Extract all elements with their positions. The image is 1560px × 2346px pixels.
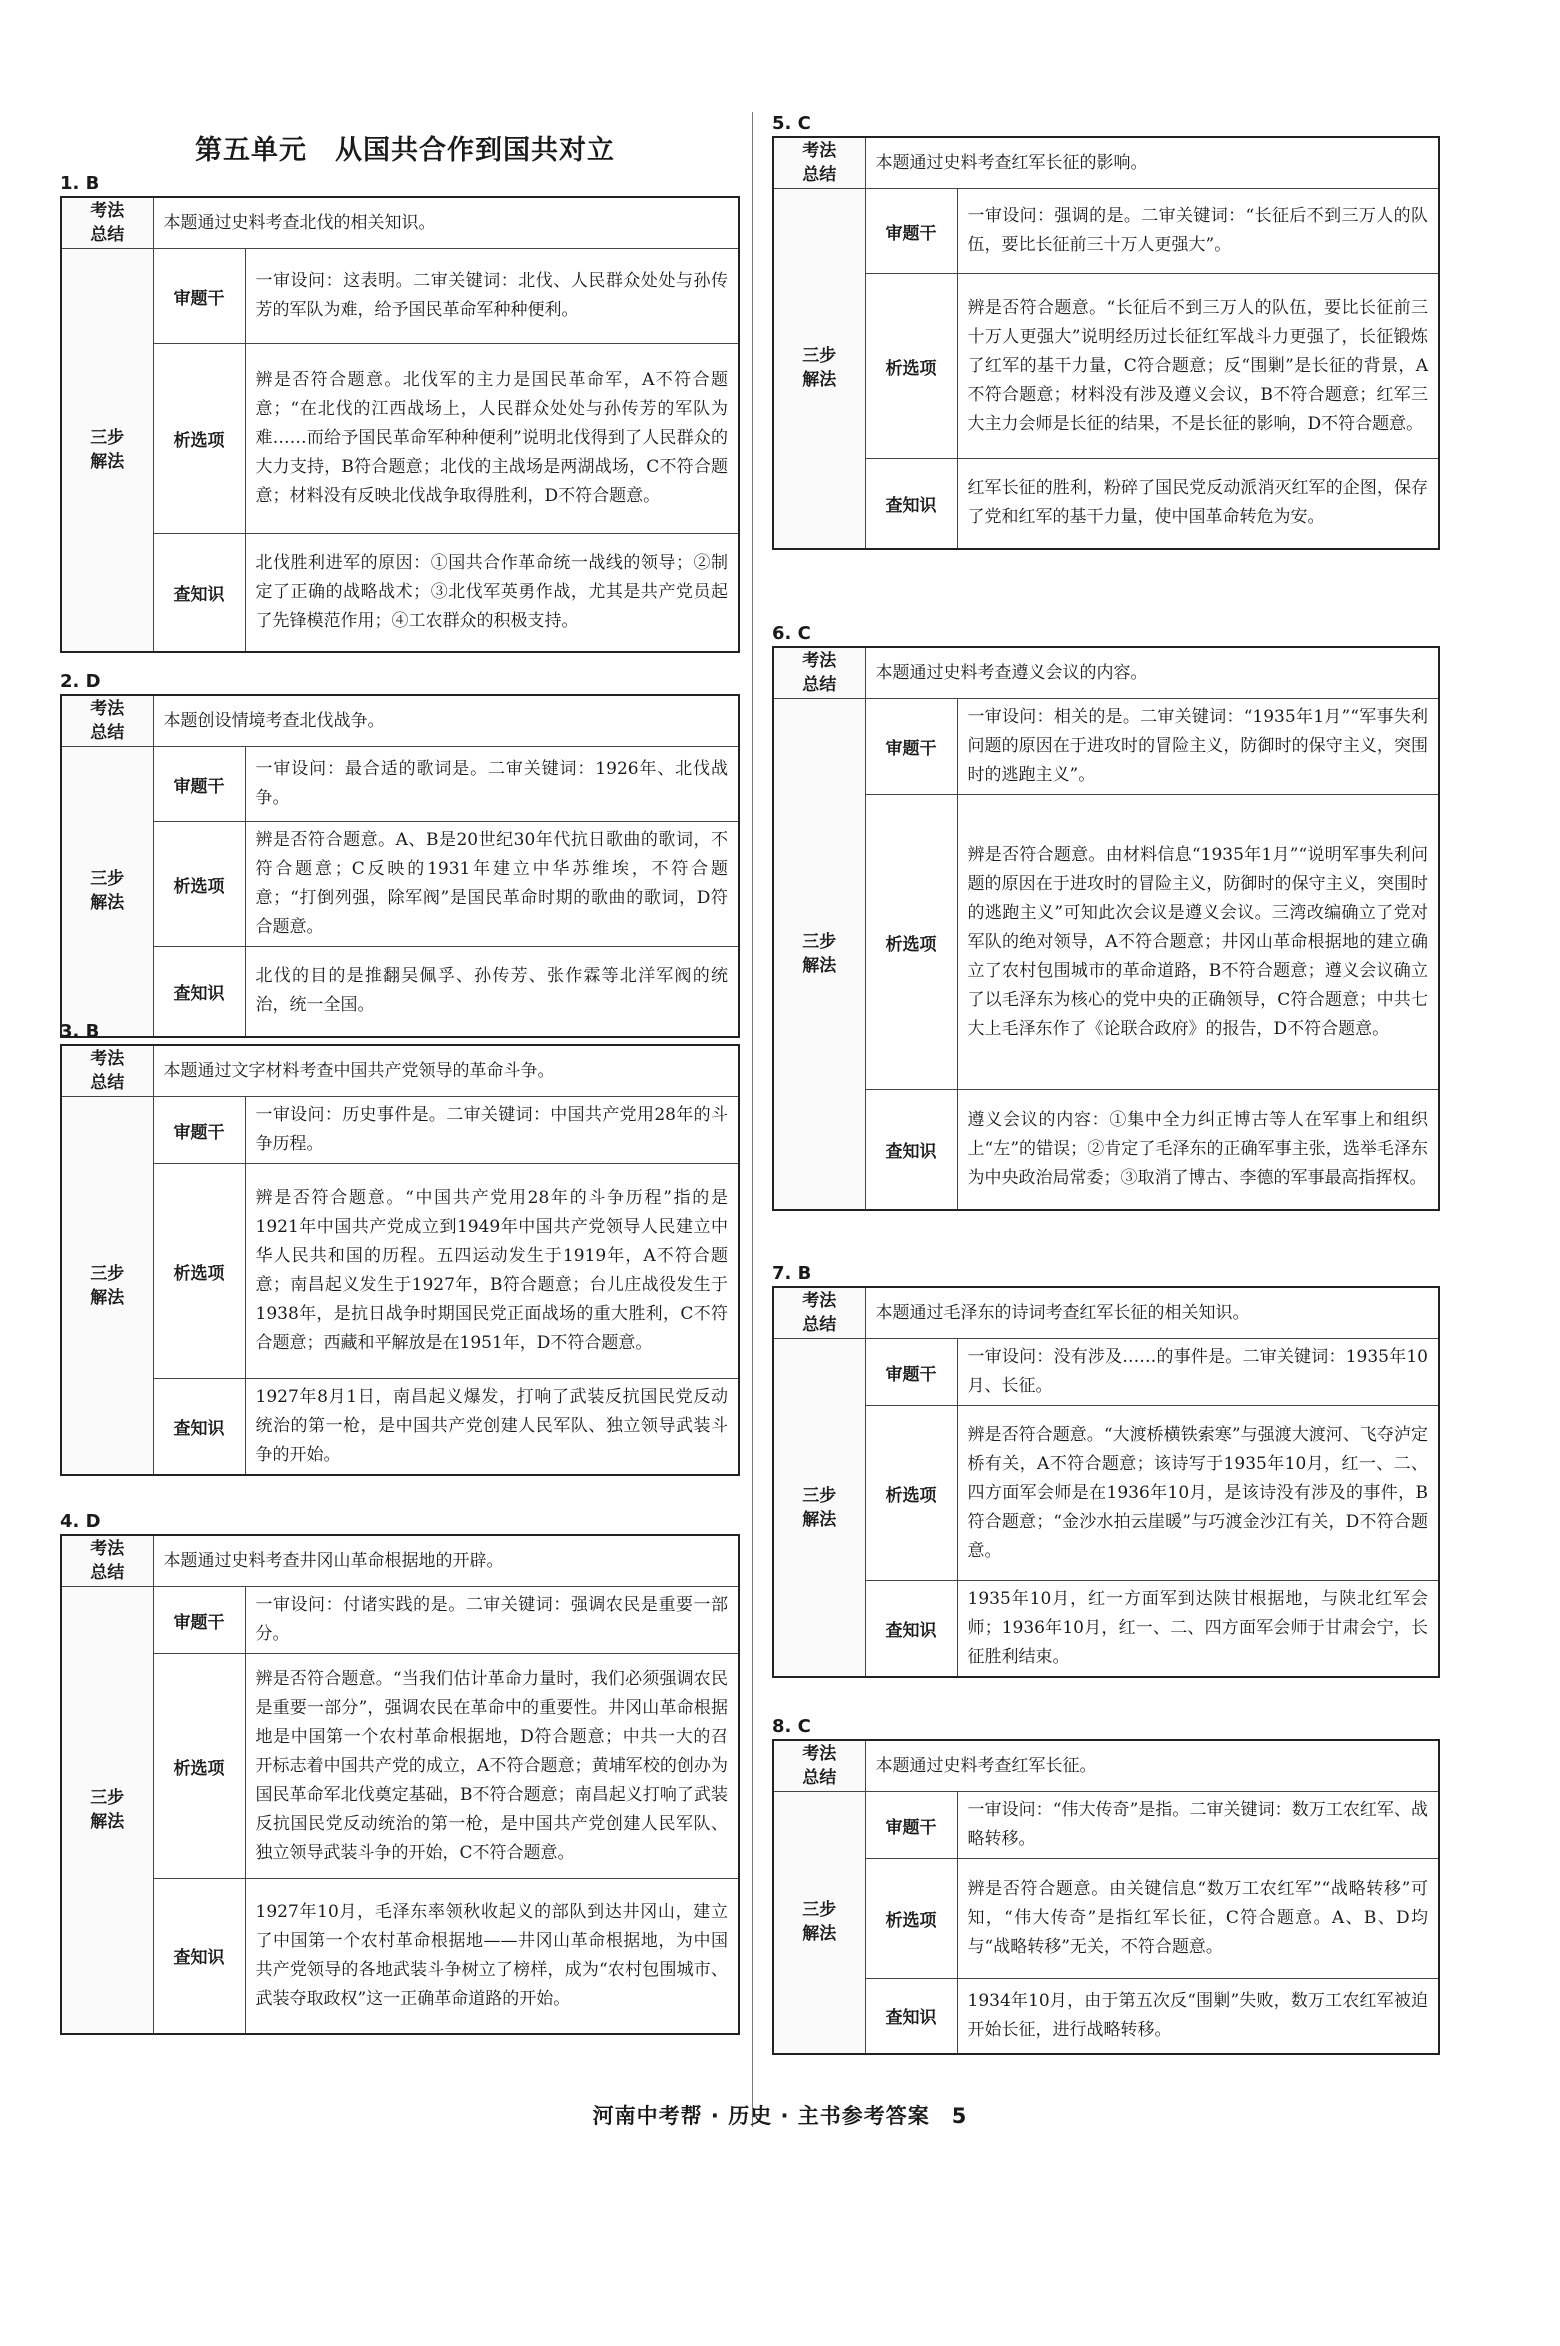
step2-label: 析选项 xyxy=(865,274,957,459)
summary-label xyxy=(61,197,153,249)
question-block xyxy=(772,622,1440,1211)
summary-row xyxy=(773,1740,1439,1792)
question-answer: 4. D xyxy=(60,1511,101,1532)
step1-text: 一审设问：最合适的歌词是。二审关键词：1926年、北伐战争。 xyxy=(245,747,739,822)
label-line: 解法 xyxy=(802,370,837,391)
step2-label: 析选项 xyxy=(865,1859,957,1979)
label-line: 总结 xyxy=(802,675,837,695)
label-line: 三步 xyxy=(802,931,837,952)
summary-row xyxy=(773,647,1439,699)
label-line: 三步 xyxy=(802,346,837,367)
label-line: 总结 xyxy=(90,1563,125,1583)
step3-text: 1927年8月1日，南昌起义爆发，打响了武装反抗国民党反动统治的第一枪，是中国共产党创建人民军队、独立领导武装斗争的开始。 xyxy=(245,1379,739,1476)
label-line: 解法 xyxy=(90,893,125,914)
label-line: 解法 xyxy=(802,955,837,976)
label-line: 解法 xyxy=(802,1924,837,1945)
step2-label: 析选项 xyxy=(865,1406,957,1581)
question-answer: 8. C xyxy=(772,1716,811,1737)
label-line: 解法 xyxy=(802,1509,837,1530)
question-answer: 5. C xyxy=(772,113,811,134)
page-footer: 河南中考帮 · 历史 · 主书参考答案 5 xyxy=(592,2104,968,2128)
column-divider xyxy=(752,112,753,2127)
label-line: 考法 xyxy=(90,699,125,719)
answer-table xyxy=(772,1739,1440,2055)
method-row-step1 xyxy=(61,1097,739,1164)
label-line: 考法 xyxy=(90,201,125,221)
method-label xyxy=(61,1587,153,2034)
step3-label: 查知识 xyxy=(865,1090,957,1210)
method-row-step3 xyxy=(773,1979,1439,2054)
method-row-step2 xyxy=(773,1406,1439,1581)
summary-text: 本题通过毛泽东的诗词考查红军长征的相关知识。 xyxy=(865,1287,1439,1339)
summary-label xyxy=(773,647,865,699)
question-block xyxy=(772,1262,1440,1678)
step2-label: 析选项 xyxy=(153,1164,245,1379)
step2-text: 辨是否符合题意。“大渡桥横铁索寒”与强渡大渡河、飞夺泸定桥有关，A不符合题意；该诗写于1935年10月，红一、二、四方面军会师是在1936年10月，是该诗没有涉及的事件，B符合题意；“金沙水拍云崖暖”与巧渡金沙江有关，D不符合题意。 xyxy=(957,1406,1439,1581)
method-row-step2 xyxy=(61,344,739,534)
label-line: 总结 xyxy=(90,225,125,245)
label-line: 总结 xyxy=(802,165,837,185)
label-line: 总结 xyxy=(90,723,125,743)
method-row-step2 xyxy=(773,1859,1439,1979)
step2-text: 辨是否符合题意。“中国共产党用28年的斗争历程”指的是1921年中国共产党成立到1949年中国共产党领导人民建立中华人民共和国的历程。五四运动发生于1919年，A不符合题意；南昌起义发生于1927年，B符合题意；台儿庄战役发生于1938年，是抗日战争时期国民党正面战场的重大胜利，C不符合题意；西藏和平解放是在1951年，D不符合题意。 xyxy=(245,1164,739,1379)
summary-text: 本题通过史料考查遵义会议的内容。 xyxy=(865,647,1439,699)
summary-row xyxy=(61,197,739,249)
method-label xyxy=(773,699,865,1210)
step2-text: 辨是否符合题意。“长征后不到三万人的队伍，要比长征前三十万人更强大”说明经历过长征红军战斗力更强了，长征锻炼了红军的基干力量，C符合题意；反“围剿”是长征的背景，A不符合题意；材料没有涉及遵义会议，B不符合题意；红军三大主力会师是长征的结果，不是长征的影响，D不符合题意。 xyxy=(957,274,1439,459)
method-row-step2 xyxy=(61,1654,739,1879)
summary-text: 本题通过史料考查红军长征的影响。 xyxy=(865,137,1439,189)
method-row-step2 xyxy=(773,274,1439,459)
method-row-step3 xyxy=(773,1581,1439,1678)
label-line: 考法 xyxy=(90,1049,125,1069)
summary-row xyxy=(773,1287,1439,1339)
step1-label: 审题干 xyxy=(865,1792,957,1859)
step3-label: 查知识 xyxy=(153,1379,245,1476)
method-row-step2 xyxy=(61,822,739,947)
question-block xyxy=(772,1715,1440,2055)
method-label xyxy=(61,1097,153,1476)
answer-table xyxy=(772,646,1440,1211)
step3-label: 查知识 xyxy=(153,947,245,1037)
question-answer: 3. B xyxy=(60,1021,100,1042)
label-line: 三步 xyxy=(802,1485,837,1506)
answer-table xyxy=(60,694,740,1038)
method-label xyxy=(61,249,153,652)
summary-label xyxy=(61,1045,153,1097)
step3-text: 北伐的目的是推翻吴佩孚、孙传芳、张作霖等北洋军阀的统治，统一全国。 xyxy=(245,947,739,1037)
label-line: 解法 xyxy=(90,1811,125,1832)
step1-text: 一审设问：“伟大传奇”是指。二审关键词：数万工农红军、战略转移。 xyxy=(957,1792,1439,1859)
summary-text: 本题创设情境考查北伐战争。 xyxy=(153,695,739,747)
method-row-step1 xyxy=(773,699,1439,795)
step2-text: 辨是否符合题意。由关键信息“数万工农红军”“战略转移”可知，“伟大传奇”是指红军长征，C符合题意。A、B、D均与“战略转移”无关，不符合题意。 xyxy=(957,1859,1439,1979)
method-row-step3 xyxy=(773,1090,1439,1210)
method-label xyxy=(773,1792,865,2054)
step1-text: 一审设问：强调的是。二审关键词：“长征后不到三万人的队伍，要比长征前三十万人更强大”。 xyxy=(957,189,1439,274)
step3-label: 查知识 xyxy=(865,459,957,549)
summary-text: 本题通过文字材料考查中国共产党领导的革命斗争。 xyxy=(153,1045,739,1097)
step2-text: 辨是否符合题意。北伐军的主力是国民革命军，A不符合题意；“在北伐的江西战场上，人民群众处处与孙传芳的军队为难……而给予国民革命军种种便利”说明北伐得到了人民群众的大力支持，B符合题意；北伐的主战场是两湖战场，C不符合题意；材料没有反映北伐战争取得胜利，D不符合题意。 xyxy=(245,344,739,534)
step3-label: 查知识 xyxy=(153,1879,245,2034)
method-row-step1 xyxy=(773,1792,1439,1859)
method-label xyxy=(61,747,153,1037)
label-line: 三步 xyxy=(90,1263,125,1284)
label-line: 考法 xyxy=(802,1744,837,1764)
method-row-step1 xyxy=(773,1339,1439,1406)
step1-label: 审题干 xyxy=(153,1097,245,1164)
summary-text: 本题通过史料考查井冈山革命根据地的开辟。 xyxy=(153,1535,739,1587)
step3-label: 查知识 xyxy=(153,534,245,652)
label-line: 考法 xyxy=(802,651,837,671)
summary-row xyxy=(61,1045,739,1097)
step1-label: 审题干 xyxy=(865,1339,957,1406)
answer-table xyxy=(772,136,1440,550)
question-block xyxy=(60,1510,740,2035)
question-answer: 7. B xyxy=(772,1263,812,1284)
question-answer: 1. B xyxy=(60,173,100,194)
label-line: 考法 xyxy=(802,141,837,161)
method-row-step2 xyxy=(61,1164,739,1379)
step3-text: 1934年10月，由于第五次反“围剿”失败，数万工农红军被迫开始长征，进行战略转移。 xyxy=(957,1979,1439,2054)
label-line: 三步 xyxy=(90,1787,125,1808)
method-row-step1 xyxy=(61,747,739,822)
label-line: 考法 xyxy=(90,1539,125,1559)
summary-text: 本题通过史料考查北伐的相关知识。 xyxy=(153,197,739,249)
label-line: 考法 xyxy=(802,1291,837,1311)
question-answer: 6. C xyxy=(772,623,811,644)
method-row-step2 xyxy=(773,795,1439,1090)
answer-table xyxy=(60,1534,740,2035)
method-row-step1 xyxy=(773,189,1439,274)
step1-label: 审题干 xyxy=(153,1587,245,1654)
label-line: 解法 xyxy=(90,451,125,472)
step3-label: 查知识 xyxy=(865,1581,957,1678)
label-line: 解法 xyxy=(90,1287,125,1308)
step1-text: 一审设问：付诸实践的是。二审关键词：强调农民是重要一部分。 xyxy=(245,1587,739,1654)
question-block xyxy=(772,112,1440,550)
summary-row xyxy=(61,1535,739,1587)
step1-label: 审题干 xyxy=(865,189,957,274)
question-block xyxy=(60,172,740,653)
summary-label xyxy=(773,1740,865,1792)
summary-row xyxy=(773,137,1439,189)
step2-text: 辨是否符合题意。A、B是20世纪30年代抗日歌曲的歌词，不符合题意；C反映的1931年建立中华苏维埃，不符合题意；“打倒列强，除军阀”是国民革命时期的歌曲的歌词，D符合题意。 xyxy=(245,822,739,947)
step1-label: 审题干 xyxy=(865,699,957,795)
step1-label: 审题干 xyxy=(153,747,245,822)
step1-text: 一审设问：没有涉及……的事件是。二审关键词：1935年10月、长征。 xyxy=(957,1339,1439,1406)
step2-label: 析选项 xyxy=(153,1654,245,1879)
summary-label xyxy=(61,1535,153,1587)
answer-table xyxy=(60,196,740,653)
method-label xyxy=(773,1339,865,1678)
step3-text: 北伐胜利进军的原因：①国共合作革命统一战线的领导；②制定了正确的战略战术；③北伐军英勇作战，尤其是共产党员起了先锋模范作用；④工农群众的积极支持。 xyxy=(245,534,739,652)
step2-text: 辨是否符合题意。“当我们估计革命力量时，我们必须强调农民是重要一部分”，强调农民在革命中的重要性。井冈山革命根据地是中国第一个农村革命根据地，D符合题意；中共一大的召开标志着中国共产党的成立，A不符合题意；黄埔军校的创办为国民革命军北伐奠定基础，B不符合题意；南昌起义打响了武装反抗国民党反动统治的第一枪，是中国共产党创建人民军队、独立领导武装斗争的开始，C不符合题意。 xyxy=(245,1654,739,1879)
method-row-step3 xyxy=(773,459,1439,549)
unit-title: 第五单元 从国共合作到国共对立 xyxy=(195,135,615,166)
step3-label: 查知识 xyxy=(865,1979,957,2054)
step3-text: 红军长征的胜利，粉碎了国民党反动派消灭红军的企图，保存了党和红军的基干力量，使中国革命转危为安。 xyxy=(957,459,1439,549)
step3-text: 1927年10月，毛泽东率领秋收起义的部队到达井冈山，建立了中国第一个农村革命根据地——井冈山革命根据地，为中国共产党领导的各地武装斗争树立了榜样，成为“农村包围城市、武装夺取政权”这一正确革命道路的开始。 xyxy=(245,1879,739,2034)
summary-text: 本题通过史料考查红军长征。 xyxy=(865,1740,1439,1792)
method-row-step1 xyxy=(61,249,739,344)
answer-table xyxy=(60,1044,740,1476)
step1-text: 一审设问：历史事件是。二审关键词：中国共产党用28年的斗争历程。 xyxy=(245,1097,739,1164)
label-line: 三步 xyxy=(802,1900,837,1921)
label-line: 三步 xyxy=(90,869,125,890)
method-row-step3 xyxy=(61,534,739,652)
step3-text: 遵义会议的内容：①集中全力纠正博古等人在军事上和组织上“左”的错误；②肯定了毛泽东的正确军事主张，选举毛泽东为中央政治局常委；③取消了博古、李德的军事最高指挥权。 xyxy=(957,1090,1439,1210)
step2-label: 析选项 xyxy=(153,822,245,947)
answer-table xyxy=(772,1286,1440,1678)
question-block xyxy=(60,1020,740,1476)
step2-text: 辨是否符合题意。由材料信息“1935年1月”“说明军事失利问题的原因在于进攻时的冒险主义，防御时的保守主义，突围时的逃跑主义”可知此次会议是遵义会议。三湾改编确立了党对军队的绝对领导，A不符合题意；井冈山革命根据地的建立确立了农村包围城市的革命道路，B不符合题意；遵义会议确立了以毛泽东为核心的党中央的正确领导，C符合题意；中共七大上毛泽东作了《论联合政府》的报告，D不符合题意。 xyxy=(957,795,1439,1090)
step2-label: 析选项 xyxy=(865,795,957,1090)
label-line: 总结 xyxy=(802,1315,837,1335)
method-row-step3 xyxy=(61,1379,739,1476)
method-label xyxy=(773,189,865,549)
step3-text: 1935年10月，红一方面军到达陕甘根据地，与陕北红军会师；1936年10月，红一、二、四方面军会师于甘肃会宁，长征胜利结束。 xyxy=(957,1581,1439,1678)
label-line: 三步 xyxy=(90,427,125,448)
summary-row xyxy=(61,695,739,747)
question-block xyxy=(60,670,740,1038)
step1-text: 一审设问：相关的是。二审关键词：“1935年1月”“军事失利问题的原因在于进攻时的冒险主义，防御时的保守主义，突围时的逃跑主义”。 xyxy=(957,699,1439,795)
summary-label xyxy=(61,695,153,747)
summary-label xyxy=(773,137,865,189)
question-answer: 2. D xyxy=(60,671,101,692)
step1-label: 审题干 xyxy=(153,249,245,344)
label-line: 总结 xyxy=(90,1073,125,1093)
step2-label: 析选项 xyxy=(153,344,245,534)
label-line: 总结 xyxy=(802,1768,837,1788)
method-row-step3 xyxy=(61,1879,739,2034)
summary-label xyxy=(773,1287,865,1339)
method-row-step1 xyxy=(61,1587,739,1654)
step1-text: 一审设问：这表明。二审关键词：北伐、人民群众处处与孙传芳的军队为难，给予国民革命军种种便利。 xyxy=(245,249,739,344)
